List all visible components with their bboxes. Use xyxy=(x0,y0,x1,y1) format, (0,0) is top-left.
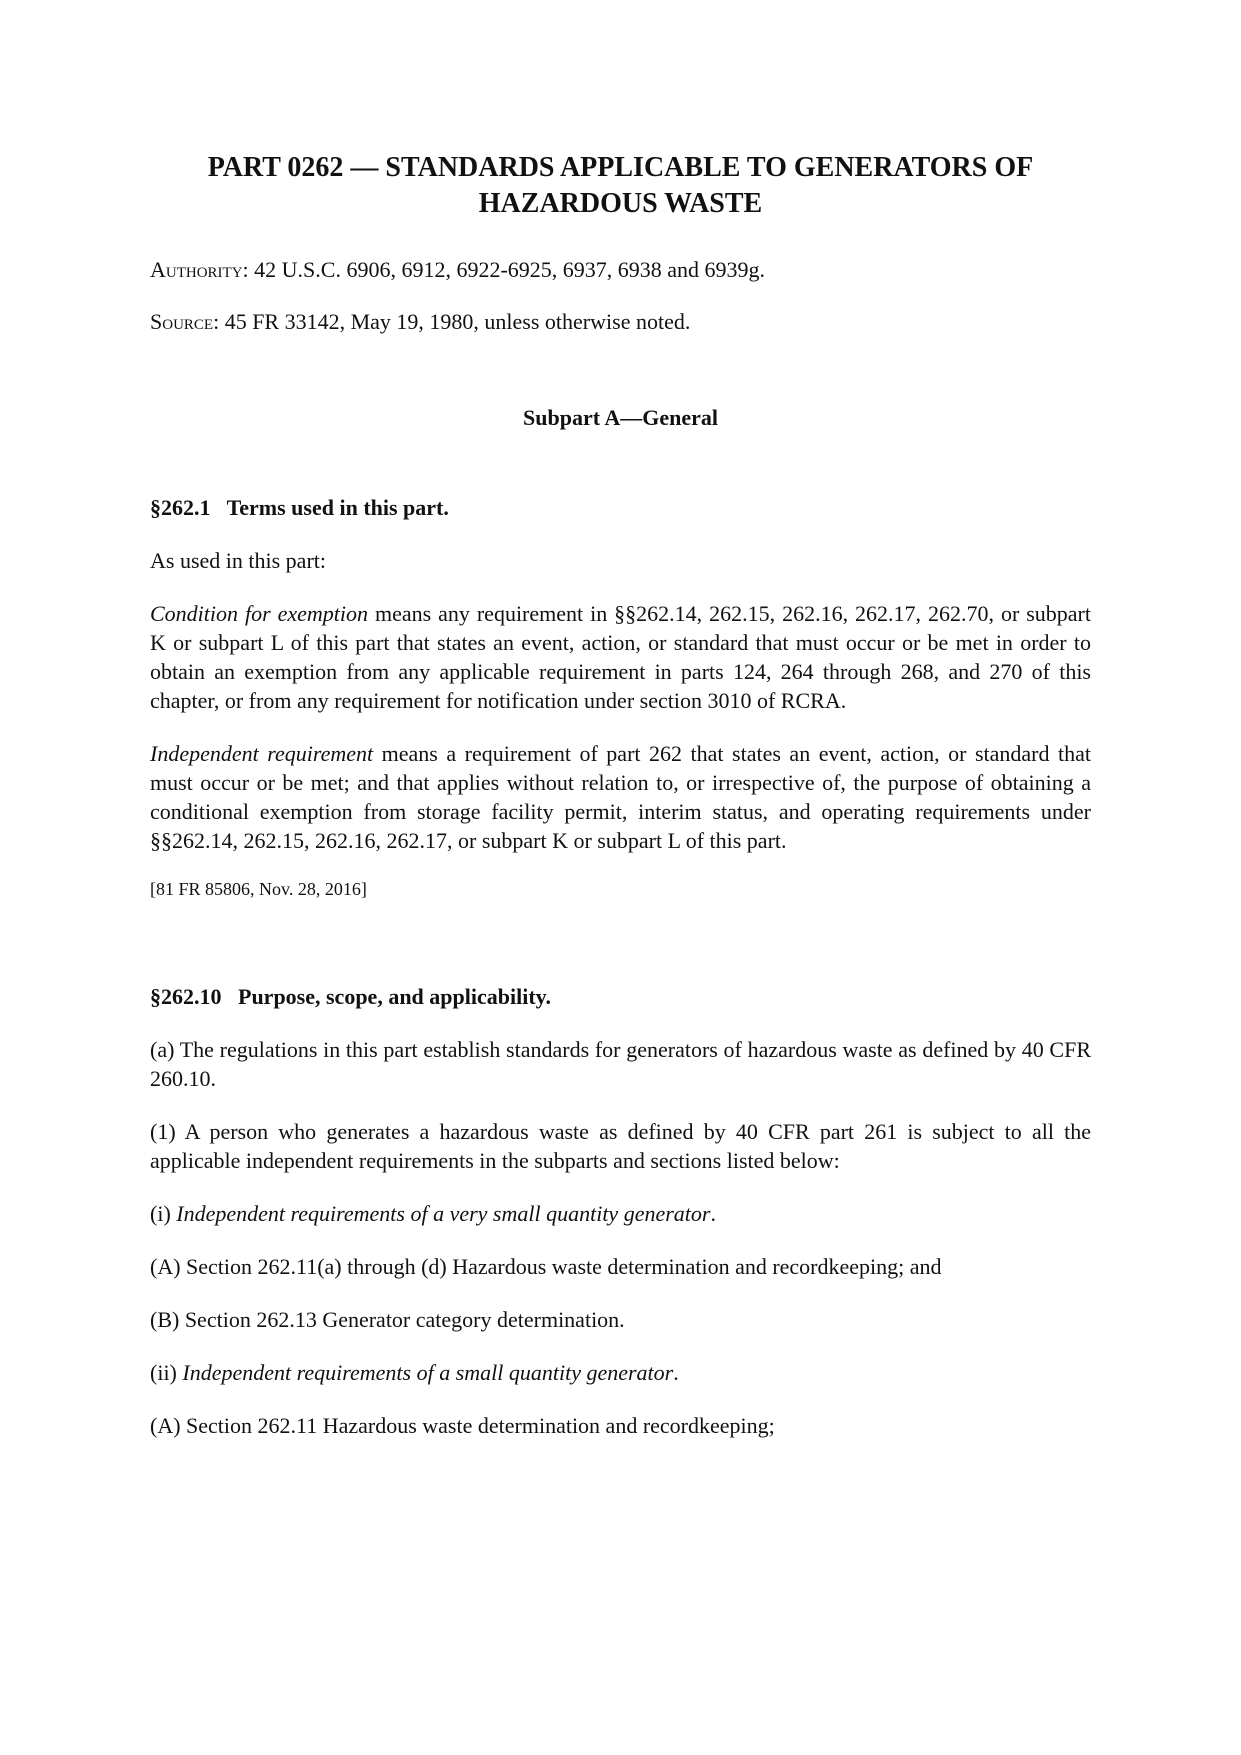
part-title-line-1: PART 0262 — STANDARDS APPLICABLE TO GENERATORS OF xyxy=(207,152,1034,183)
source-line xyxy=(150,308,1091,336)
paragraph-i-prefix: (i) xyxy=(150,1201,177,1226)
part-title-line-2: HAZARDOUS WASTE xyxy=(478,188,763,219)
source-text: : 45 FR 33142, May 19, 1980, unless otherwise noted. xyxy=(213,309,691,334)
section-title: Terms used in this part. xyxy=(226,495,449,520)
paragraph-i-B: (B) Section 262.13 Generator category determination. xyxy=(150,1307,625,1332)
authority-text: : 42 U.S.C. 6906, 6912, 6922-6925, 6937, 6938 and 6939g. xyxy=(242,257,766,282)
definition-text: means a requirement of part 262 that states an event, action, or standard that must occur or be met; and that applies without relation to, or irrespective of, the purpose of obtaining a conditional exemption from storage facility permit, interim status, and operating requirements under §§262.14, 262.15, 262.16, 262.17, or subpart K or subpart L of this part. xyxy=(150,741,1091,853)
definition-term: Independent requirement xyxy=(150,741,374,766)
definition-condition-for-exemption xyxy=(150,599,1091,715)
definition-independent-requirement xyxy=(150,739,1091,855)
paragraph-ii-prefix: (ii) xyxy=(150,1360,183,1385)
definition-term: Condition for exemption xyxy=(150,601,369,626)
definition-text: means any requirement in §§262.14, 262.15, 262.16, 262.17, 262.70, or subpart K or subpart L of this part that states an event, action, or standard that must occur or be met in order to obtain an exemption from any applicable requirement in parts 124, 264 through 268, and 270 of this chapter, or from any requirement for notification under section 3010 of RCRA. xyxy=(150,601,1091,713)
paragraph-i-suffix: . xyxy=(710,1201,716,1226)
section-citation: [81 FR 85806, Nov. 28, 2016] xyxy=(150,879,367,899)
part-title xyxy=(150,150,1091,222)
paragraph-i xyxy=(150,1199,1091,1228)
section-number: §262.1 xyxy=(150,495,211,520)
source-label: Source xyxy=(150,309,214,334)
authority-label: Authority xyxy=(150,257,243,282)
paragraph-i-A: (A) Section 262.11(a) through (d) Hazardous waste determination and recordkeeping; and xyxy=(150,1254,942,1279)
subpart-heading: Subpart A—General xyxy=(523,405,718,430)
section-title: Purpose, scope, and applicability. xyxy=(238,984,551,1009)
paragraph-a: (a) The regulations in this part establish standards for generators of hazardous waste as defined by 40 CFR 260.10. xyxy=(150,1037,1091,1091)
section-262-10-heading xyxy=(150,983,1091,1011)
section-262-1-heading xyxy=(150,494,1091,522)
section-intro: As used in this part: xyxy=(150,548,326,573)
paragraph-ii-suffix: . xyxy=(673,1360,679,1385)
section-number: §262.10 xyxy=(150,984,222,1009)
paragraph-a-1: (1) A person who generates a hazardous waste as defined by 40 CFR part 261 is subject to all the applicable independent requirements in the subparts and sections listed below: xyxy=(150,1119,1091,1173)
authority-line xyxy=(150,256,1091,284)
paragraph-i-heading: Independent requirements of a very small quantity generator xyxy=(176,1201,711,1226)
document-page xyxy=(150,150,1091,1440)
paragraph-ii-A: (A) Section 262.11 Hazardous waste determination and recordkeeping; xyxy=(150,1413,775,1438)
paragraph-ii-heading: Independent requirements of a small quantity generator xyxy=(182,1360,674,1385)
paragraph-ii xyxy=(150,1358,1091,1387)
